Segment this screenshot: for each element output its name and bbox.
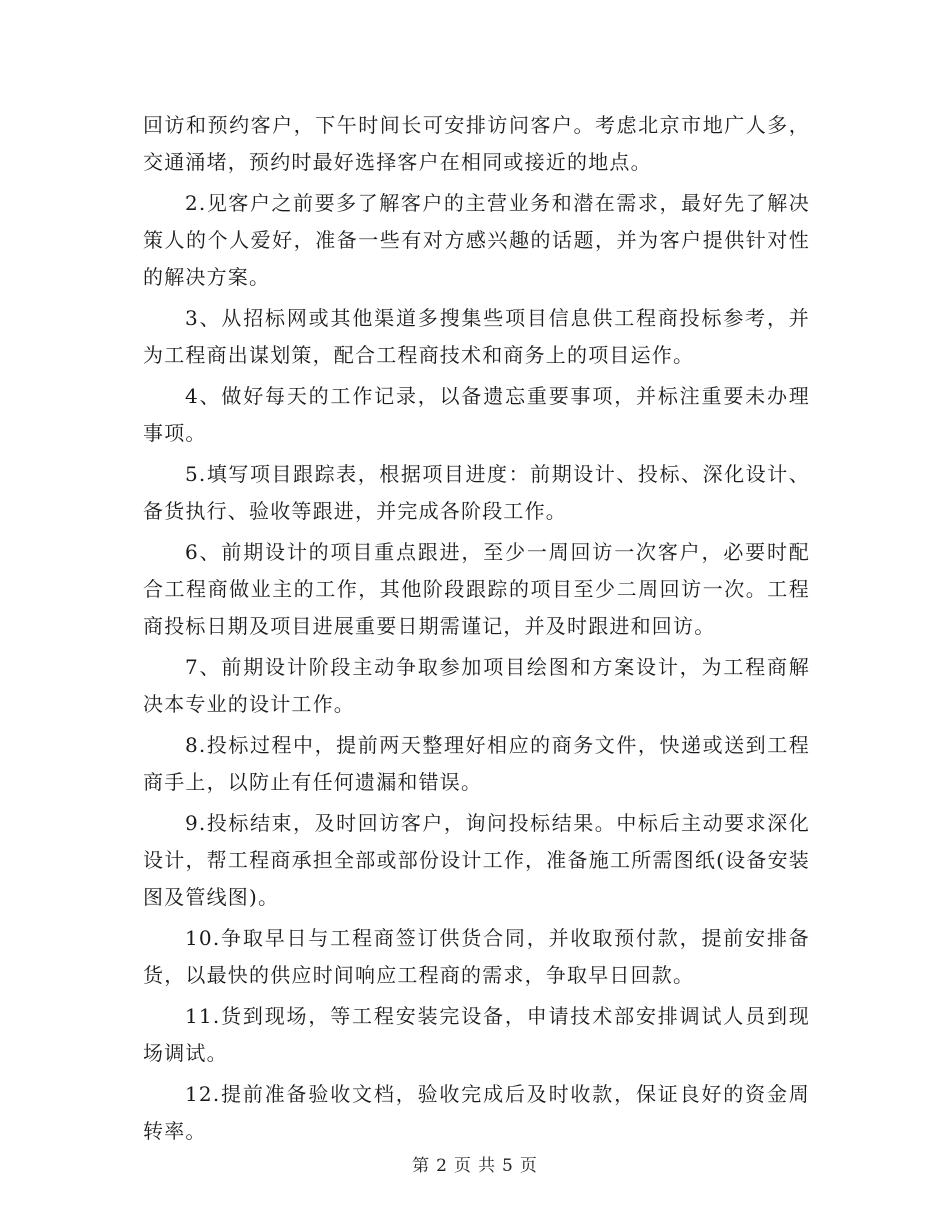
- paragraph-item-12: 12.提前准备验收文档，验收完成后及时收款，保证良好的资金周转率。: [143, 1082, 810, 1143]
- footer-prefix: 第: [412, 1156, 431, 1176]
- paragraph-item-10: 10.争取早日与工程商签订供货合同，并收取预付款，提前安排备货，以最快的供应时间响应工程商的需求，争取早日回款。: [143, 926, 810, 987]
- paragraph-item-7: 7、前期设计阶段主动争取参加项目绘图和方案设计，为工程商解决本专业的设计工作。: [143, 655, 810, 716]
- paragraph-item-4: 4、做好每天的工作记录，以备遗忘重要事项，并标注重要未办理事项。: [143, 384, 810, 445]
- footer-total-unit: 页: [519, 1156, 538, 1176]
- paragraph-item-11: 11.货到现场，等工程安装完设备，申请技术部安排调试人员到现场调试。: [143, 1004, 810, 1065]
- footer-page-unit: 页: [454, 1156, 472, 1176]
- paragraph-continuation: 回访和预约客户，下午时间长可安排访问客户。考虑北京市地广人多，交通涌堵，预约时最好选择客户在相同或接近的地点。: [143, 113, 810, 174]
- paragraph-item-8: 8.投标过程中，提前两天整理好相应的商务文件，快递或送到工程商手上，以防止有任何遗漏和错误。: [143, 733, 810, 794]
- page-footer: [0, 1151, 950, 1176]
- footer-total-pages: 5: [502, 1156, 514, 1176]
- body-text: [143, 107, 810, 1154]
- paragraph-item-3: 3、从招标网或其他渠道多搜集些项目信息供工程商投标参考，并为工程商出谋划策，配合工程商技术和商务上的项目运作。: [143, 306, 810, 367]
- paragraph-item-6: 6、前期设计的项目重点跟进，至少一周回访一次客户，必要时配合工程商做业主的工作，其他阶段跟踪的项目至少二周回访一次。工程商投标日期及项目进展重要日期需谨记，并及时跟进和回访。: [143, 540, 810, 638]
- paragraph-item-5: 5.填写项目跟踪表，根据项目进度：前期设计、投标、深化设计、备货执行、验收等跟进，并完成各阶段工作。: [143, 462, 810, 523]
- footer-current-page: 2: [436, 1156, 448, 1176]
- paragraph-item-2: 2.见客户之前要多了解客户的主营业务和潜在需求，最好先了解决策人的个人爱好，准备一些有对方感兴趣的话题，并为客户提供针对性的解决方案。: [143, 191, 810, 289]
- footer-total-prefix: 共: [478, 1156, 496, 1176]
- paragraph-item-9: 9.投标结束，及时回访客户，询问投标结果。中标后主动要求深化设计，帮工程商承担全部或部份设计工作，准备施工所需图纸(设备安装图及管线图)。: [143, 811, 810, 909]
